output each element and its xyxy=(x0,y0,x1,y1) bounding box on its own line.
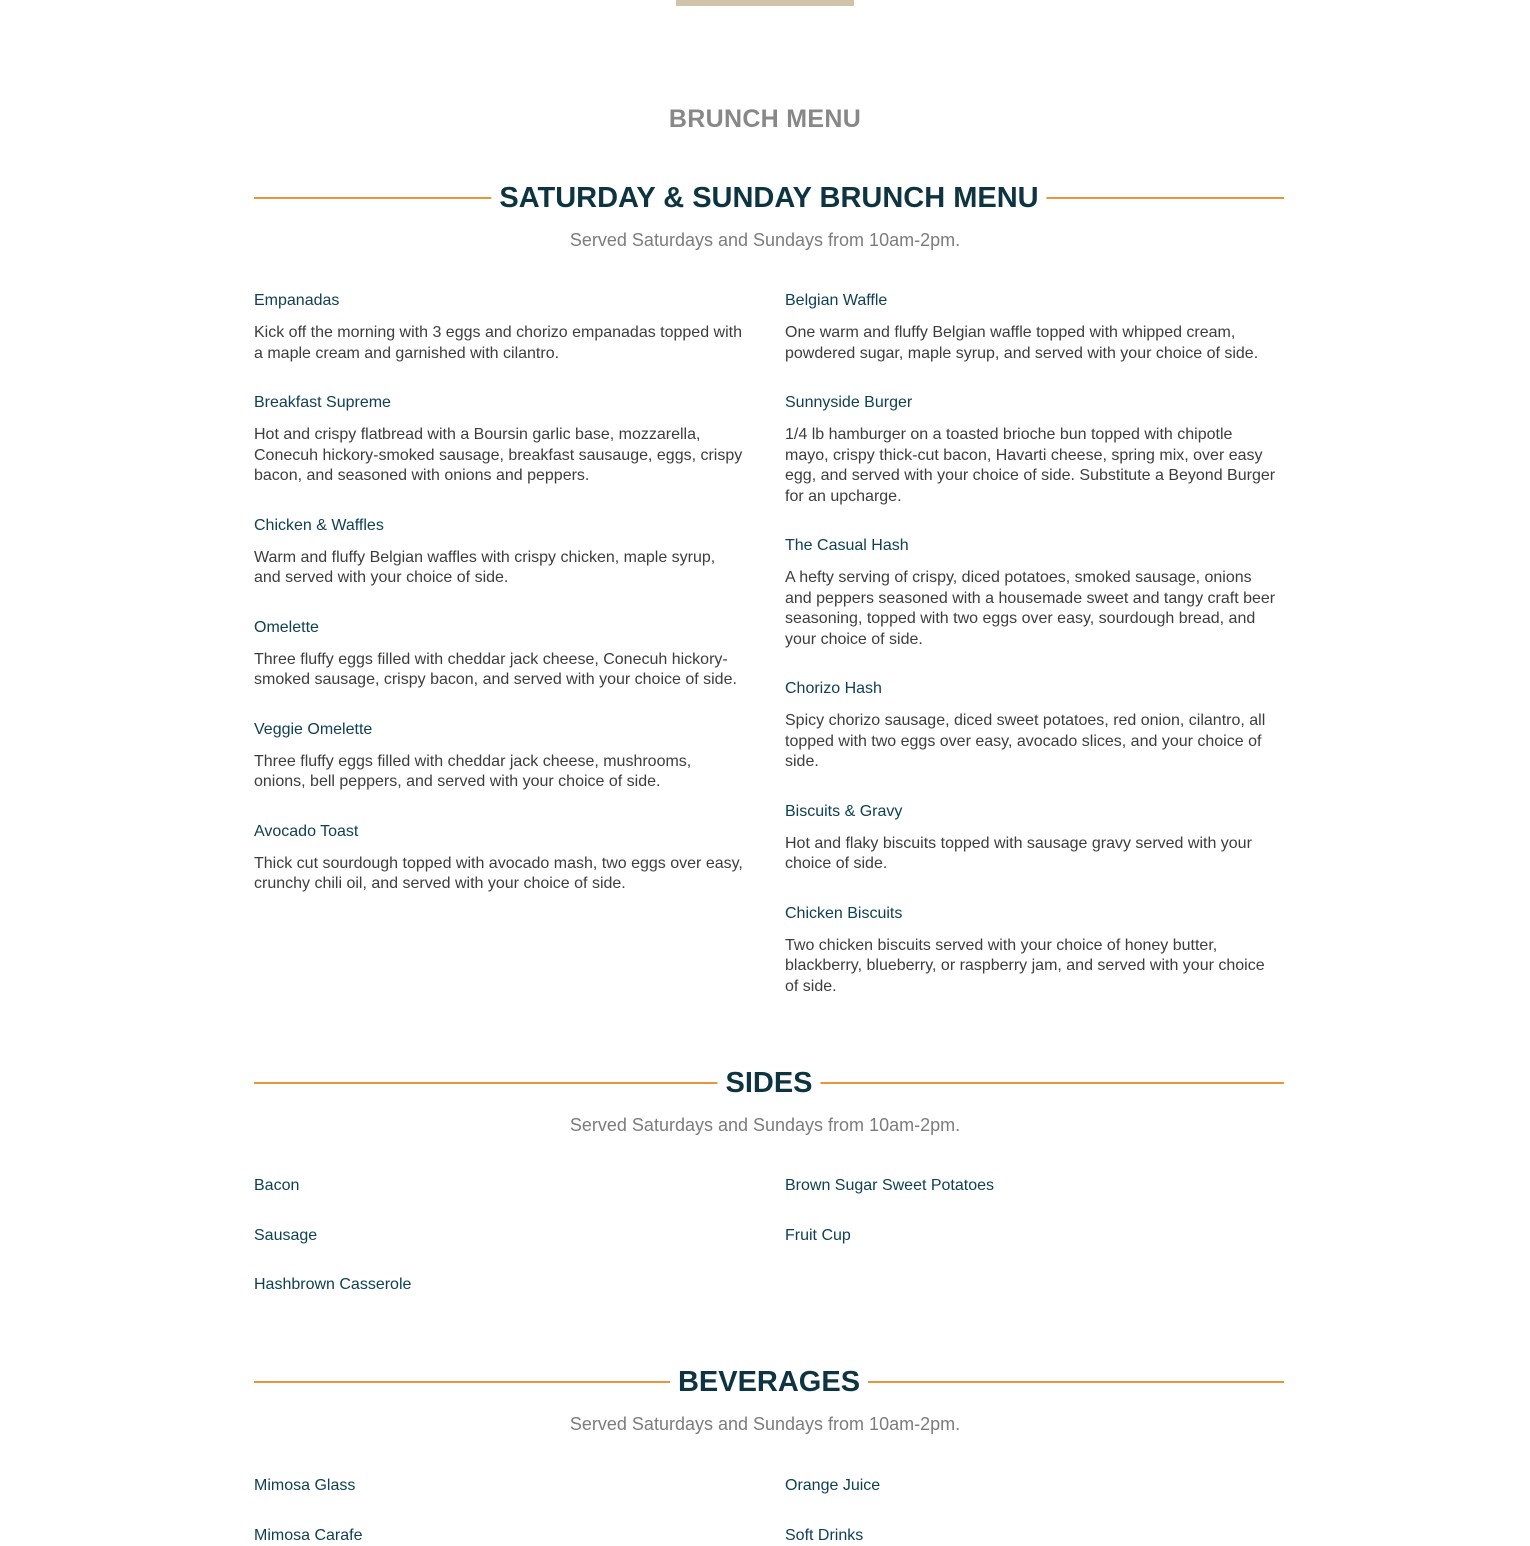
beverage-item: Mimosa Carafe xyxy=(254,1526,363,1544)
menu-item xyxy=(254,393,746,487)
page-title: BRUNCH MENU xyxy=(668,105,862,133)
menu-item-name: Omelette xyxy=(254,618,319,636)
side-item: Sausage xyxy=(254,1226,318,1244)
brunch-right-column xyxy=(785,291,1277,1026)
menu-item-description: A hefty serving of crispy, diced potatoes, smoked sausage, onions and peppers seasoned with a housemade sweet and tangy craft beer seasoning, topped with two eggs over easy, sourdough bread, and your choice of side. xyxy=(785,569,1276,648)
menu-item xyxy=(254,291,746,364)
menu-item-name: The Casual Hash xyxy=(785,537,909,554)
menu-item-name: Belgian Waffle xyxy=(785,292,888,309)
side-item: Bacon xyxy=(254,1177,300,1194)
beverages-left-column xyxy=(254,1476,746,1546)
sides-section-subtitle: Served Saturdays and Sundays from 10am-2pm. xyxy=(569,1115,961,1135)
menu-item-name: Chicken Biscuits xyxy=(785,904,903,922)
menu-item xyxy=(785,679,1277,773)
menu-item-name: Avocado Toast xyxy=(254,822,359,840)
menu-item xyxy=(785,393,1277,507)
beverage-item: Orange Juice xyxy=(785,1477,881,1494)
menu-item-name: Empanadas xyxy=(254,292,340,309)
beverage-item: Soft Drinks xyxy=(785,1526,864,1544)
side-item: Brown Sugar Sweet Potatoes xyxy=(785,1177,995,1194)
beverage-item: Mimosa Glass xyxy=(254,1477,356,1494)
menu-item xyxy=(785,536,1277,650)
menu-item-description: Three fluffy eggs filled with cheddar jack cheese, mushrooms, onions, bell peppers, and served with your choice of side. xyxy=(254,752,692,790)
sides-section-header xyxy=(254,1063,1284,1103)
menu-item xyxy=(785,904,1277,998)
menu-item-name: Chorizo Hash xyxy=(785,680,882,697)
sides-right-column xyxy=(785,1176,1277,1275)
menu-item-description: Three fluffy eggs filled with cheddar jack cheese, Conecuh hickory-smoked sausage, crispy bacon, and served with your choice of side. xyxy=(254,650,737,688)
beverages-section-header xyxy=(254,1362,1284,1402)
menu-item xyxy=(254,516,746,589)
menu-item xyxy=(254,618,746,691)
menu-item-description: One warm and fluffy Belgian waffle topped with whipped cream, powdered sugar, maple syrup, and served with your choice of side. xyxy=(785,324,1259,362)
brunch-left-column xyxy=(254,291,746,924)
beverages-right-column xyxy=(785,1476,1277,1546)
menu-item xyxy=(254,720,746,793)
menu-item xyxy=(254,822,746,895)
brunch-section-header xyxy=(254,178,1284,218)
side-item: Hashbrown Casserole xyxy=(254,1276,412,1293)
menu-item-name: Breakfast Supreme xyxy=(254,394,391,411)
menu-item-name: Biscuits & Gravy xyxy=(785,802,903,820)
menu-item-name: Veggie Omelette xyxy=(254,720,373,738)
menu-item-description: Hot and crispy flatbread with a Boursin garlic base, mozzarella, Conecuh hickory-smoked sausage, breakfast sausauge, eggs, crispy bacon, and seasoned with onions and peppers. xyxy=(254,426,743,484)
menu-item-description: Spicy chorizo sausage, diced sweet potatoes, red onion, cilantro, all topped with two eggs over easy, avocado slices, and your choice of side. xyxy=(785,712,1266,770)
beverages-section-heading: BEVERAGES xyxy=(670,1362,868,1402)
brunch-section-subtitle: Served Saturdays and Sundays from 10am-2pm. xyxy=(569,230,961,250)
menu-item xyxy=(785,802,1277,875)
menu-item-description: Hot and flaky biscuits topped with sausage gravy served with your choice of side. xyxy=(785,834,1252,872)
menu-item-description: Kick off the morning with 3 eggs and chorizo empanadas topped with a maple cream and garnished with cilantro. xyxy=(254,324,742,362)
top-nav-accent-bar xyxy=(676,0,854,6)
menu-item xyxy=(785,291,1277,364)
menu-item-description: Warm and fluffy Belgian waffles with crispy chicken, maple syrup, and served with your choice of side. xyxy=(254,548,716,586)
side-item: Fruit Cup xyxy=(785,1226,851,1244)
brunch-section-heading: SATURDAY & SUNDAY BRUNCH MENU xyxy=(491,178,1046,218)
beverages-section-subtitle: Served Saturdays and Sundays from 10am-2pm. xyxy=(569,1414,961,1434)
menu-item-description: Two chicken biscuits served with your choice of honey butter, blackberry, blueberry, or raspberry jam, and served with your choice of side. xyxy=(785,936,1265,995)
menu-item-description: Thick cut sourdough topped with avocado mash, two eggs over easy, crunchy chili oil, and served with your choice of side. xyxy=(254,854,743,892)
menu-item-name: Chicken & Waffles xyxy=(254,516,384,534)
sides-left-column xyxy=(254,1176,746,1325)
menu-item-name: Sunnyside Burger xyxy=(785,394,913,411)
menu-item-description: 1/4 lb hamburger on a toasted brioche bun topped with chipotle mayo, crispy thick-cut bacon, Havarti cheese, spring mix, over easy egg, and served with your choice of side. Substitute a Beyond Burger for an upcharge. xyxy=(785,426,1276,505)
sides-section-heading: SIDES xyxy=(717,1063,820,1103)
